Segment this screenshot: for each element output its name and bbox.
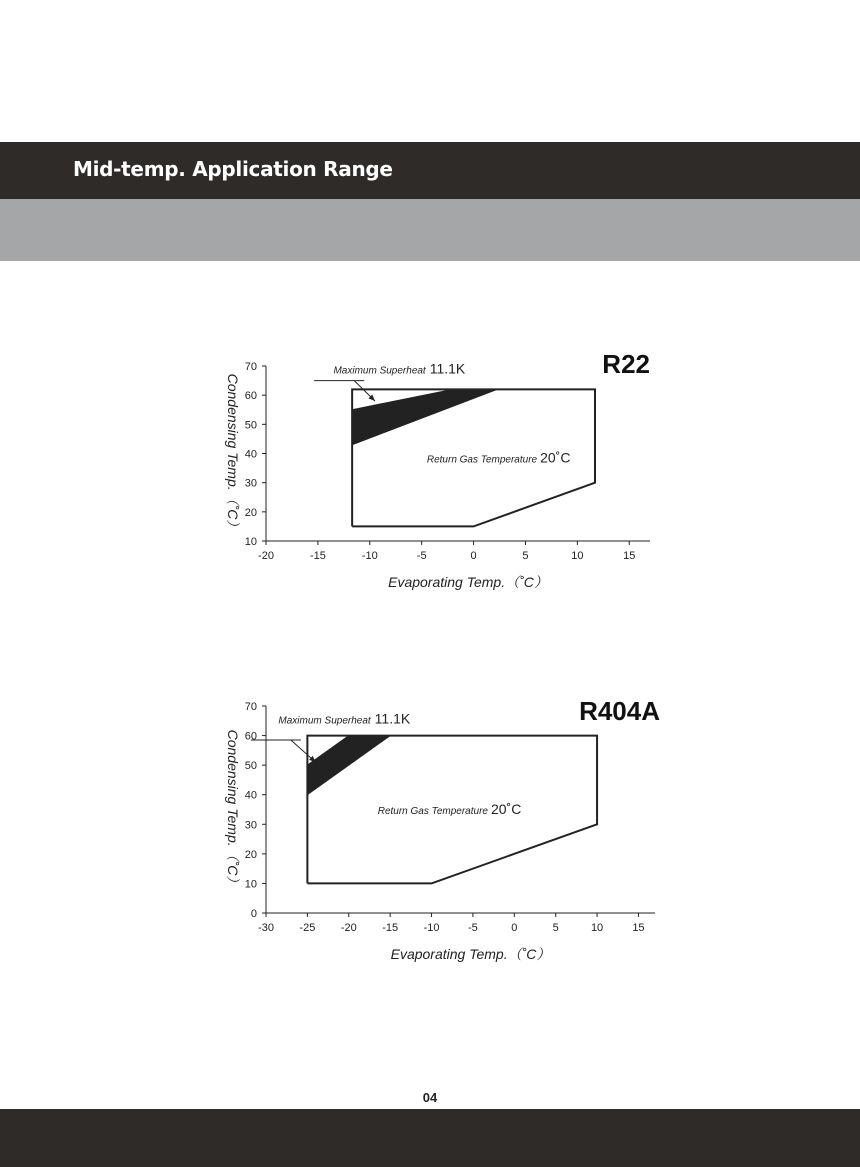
return-gas-label-text: Return Gas Temperature — [377, 805, 488, 817]
x-tick-label: 5 — [522, 550, 529, 562]
y-tick-label: 10 — [244, 536, 257, 548]
return-gas-label — [378, 801, 522, 817]
x-tick-label: 0 — [511, 922, 518, 934]
y-tick-label: 20 — [244, 506, 257, 519]
superheat-region — [307, 736, 390, 795]
chart-r22 — [225, 349, 650, 590]
superheat-label — [278, 711, 410, 727]
y-tick-label: 70 — [244, 361, 257, 373]
y-tick-label: 50 — [244, 760, 257, 773]
superheat-label-text: Maximum Superheat — [278, 715, 371, 727]
x-tick-label: 15 — [623, 550, 636, 562]
x-tick-label: -5 — [468, 922, 478, 934]
section-title: Mid-temp. Application Range — [73, 157, 393, 181]
y-tick-label: 70 — [244, 701, 257, 713]
y-tick-label: 50 — [244, 419, 257, 432]
x-tick-label: -5 — [416, 550, 427, 562]
x-tick-label: -10 — [361, 550, 378, 562]
chart-title: R22 — [602, 349, 650, 379]
x-axis-label: Evaporating Temp.（˚C） — [388, 574, 548, 590]
y-tick-label: 10 — [244, 878, 257, 891]
y-axis-label: Condensing Temp.（˚C） — [225, 729, 241, 890]
x-tick-label: -10 — [423, 922, 440, 934]
y-tick-label: 60 — [244, 730, 257, 743]
superheat-label-text: Maximum Superheat — [333, 365, 426, 377]
return-gas-value: 20˚C — [540, 449, 571, 466]
superheat-label — [333, 360, 465, 376]
x-tick-label: 0 — [470, 550, 477, 562]
return-gas-value: 20˚C — [490, 800, 522, 817]
y-tick-label: 20 — [244, 848, 257, 861]
y-tick-label: 30 — [244, 819, 257, 832]
y-tick-label: 60 — [244, 390, 257, 403]
superheat-value: 11.1K — [374, 710, 411, 727]
x-tick-label: 10 — [590, 922, 604, 934]
return-gas-label — [427, 449, 571, 465]
x-tick-label: 10 — [571, 550, 584, 562]
x-tick-label: -25 — [299, 922, 316, 934]
y-tick-label: 30 — [244, 477, 257, 490]
y-axis-label: Condensing Temp.（˚C） — [225, 373, 241, 534]
y-tick-label: 0 — [250, 908, 257, 920]
x-tick-label: -15 — [382, 922, 399, 934]
footer-bar — [0, 1109, 860, 1167]
x-tick-label: 15 — [632, 922, 645, 934]
chart-title: R404A — [579, 696, 660, 726]
y-tick-label: 40 — [244, 789, 257, 802]
superheat-value: 11.1K — [429, 360, 466, 377]
page-number: 04 — [422, 1090, 438, 1105]
superheat-region — [352, 389, 497, 444]
x-tick-label: -20 — [258, 550, 274, 562]
return-gas-label-text: Return Gas Temperature — [426, 454, 538, 466]
x-tick-label: 5 — [552, 922, 559, 934]
chart-r404a — [225, 696, 660, 962]
x-tick-label: -20 — [340, 922, 357, 934]
x-tick-label: -30 — [258, 922, 274, 934]
y-tick-label: 40 — [244, 448, 257, 461]
x-tick-label: -15 — [309, 550, 326, 562]
x-axis-label: Evaporating Temp.（˚C） — [390, 946, 551, 962]
